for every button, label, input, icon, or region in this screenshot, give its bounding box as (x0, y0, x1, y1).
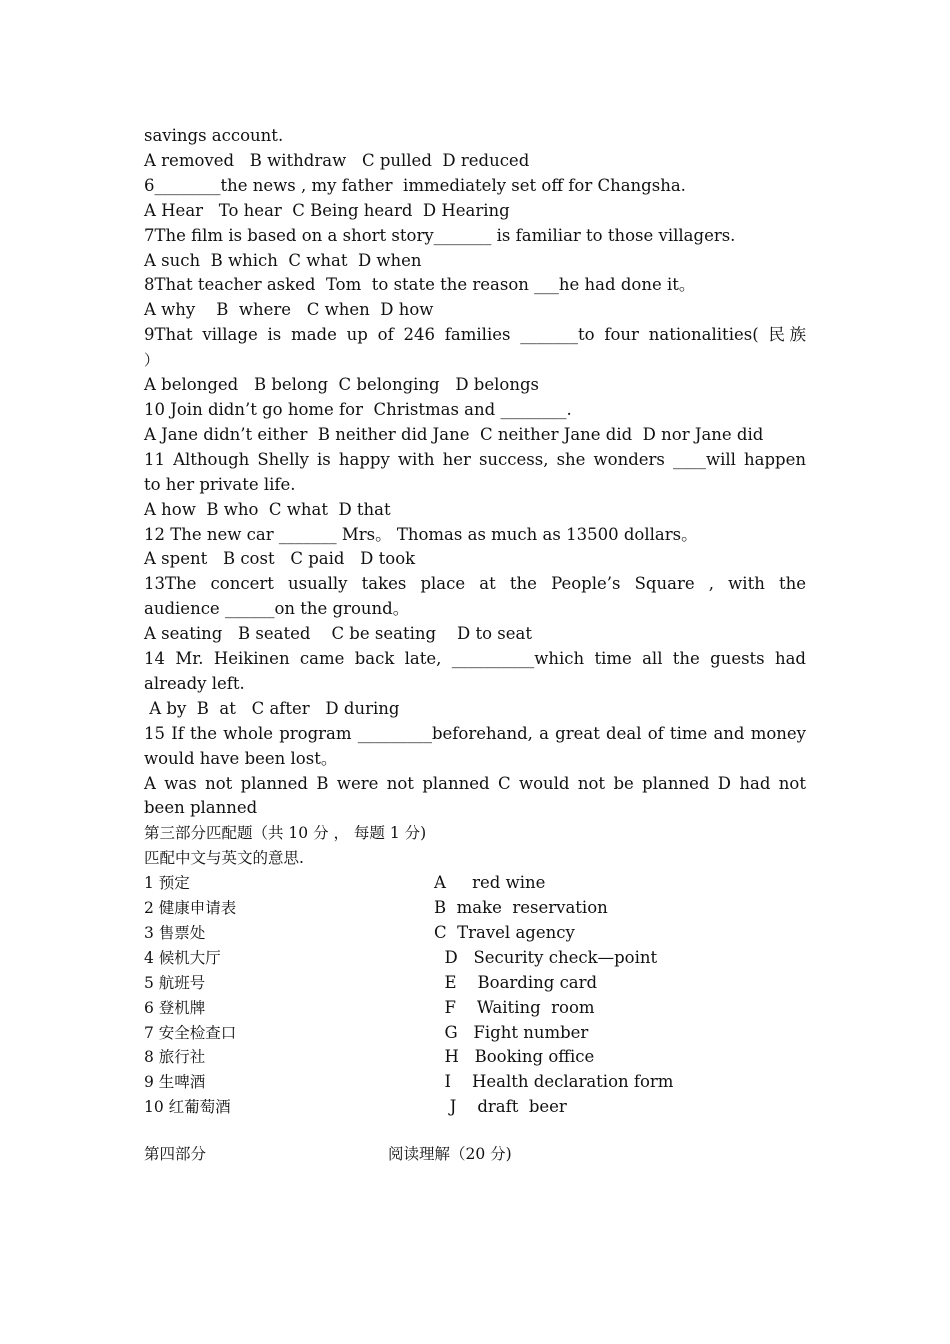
q7-options: A such B which C what D when (144, 250, 422, 270)
match-row (144, 996, 806, 1021)
part4-label: 第四部分 (144, 1145, 207, 1164)
match-left: 9 生啤酒 (144, 1073, 206, 1092)
q14-stem: 14 Mr. Heikinen came back late, __________which time all the guests had (144, 649, 806, 669)
q10-stem: 10 Join didn’t go home for Christmas and ________. (144, 399, 572, 419)
q15-stem: 15 If the whole program _________beforehand, a great deal of time and money (144, 723, 806, 743)
match-right: D Security check—point (434, 947, 658, 967)
part3-instruction: 匹配中文与英文的意思. (144, 849, 304, 868)
part4-title: 阅读理解（20 分) (388, 1145, 512, 1164)
match-row (144, 946, 806, 971)
match-row (144, 1021, 806, 1046)
match-left: 4 候机大厅 (144, 948, 221, 967)
match-left: 5 航班号 (144, 973, 206, 992)
matching-table (144, 871, 806, 1120)
q6-stem: 6________the news , my father immediately set off for Changsha. (144, 175, 686, 195)
match-row (144, 871, 806, 896)
match-right: C Travel agency (434, 922, 575, 942)
q8-options: A why B where C when D how (144, 300, 434, 320)
part4-heading (144, 1142, 806, 1167)
match-row (144, 1095, 806, 1120)
q15-options: A was not planned B were not planned C would not be planned D had not (144, 773, 806, 793)
match-left: 10 红葡萄酒 (144, 1098, 231, 1117)
match-right: A red wine (434, 873, 546, 893)
match-right: J draft beer (434, 1097, 567, 1117)
match-left: 7 安全检查口 (144, 1023, 237, 1042)
q6-options: A Hear To hear C Being heard D Hearing (144, 200, 510, 220)
match-right: F Waiting room (434, 997, 595, 1017)
match-right: H Booking office (434, 1047, 595, 1067)
match-row (144, 896, 806, 921)
q5-options: A removed B withdraw C pulled D reduced (144, 150, 530, 170)
q15-stem-cont: would have been lost。 (144, 748, 338, 768)
intro-line: savings account. (144, 126, 284, 145)
q14-stem-cont: already left. (144, 673, 245, 693)
match-row (144, 1070, 806, 1095)
q12-stem: 12 The new car _______ Mrs。 Thomas as much as 13500 dollars。 (144, 524, 698, 544)
q9-stem-cont: ） (144, 351, 160, 370)
match-right: G Fight number (434, 1022, 589, 1042)
q11-stem-cont: to her private life. (144, 474, 296, 494)
match-left: 2 健康申请表 (144, 899, 237, 918)
match-left: 3 售票处 (144, 923, 206, 942)
q9-stem: 9That village is made up of 246 families _______to four nationalities( 民族 (144, 325, 806, 345)
match-left: 6 登机牌 (144, 998, 206, 1017)
q8-stem: 8That teacher asked Tom to state the reason ___he had done it。 (144, 275, 696, 295)
q12-options: A spent B cost C paid D took (144, 549, 416, 569)
q13-stem-cont: audience ______on the ground。 (144, 599, 410, 619)
match-row (144, 921, 806, 946)
match-right: E Boarding card (434, 972, 598, 992)
q11-stem: 11 Although Shelly is happy with her success, she wonders ____will happen (144, 449, 806, 469)
part3-title: 第三部分匹配题（共 10 分 ， 每题 1 分) (144, 824, 427, 843)
match-left: 8 旅行社 (144, 1048, 206, 1067)
q9-options: A belonged B belong C belonging D belongs (144, 375, 540, 395)
match-right: B make reservation (434, 898, 608, 918)
q13-stem: 13The concert usually takes place at the People’s Square , with the (144, 574, 806, 594)
q13-options: A seating B seated C be seating D to seat (144, 624, 533, 644)
document-page (144, 124, 806, 1167)
q15-options-cont: been planned (144, 798, 258, 818)
match-row (144, 971, 806, 996)
q10-options: A Jane didn’t either B neither did Jane C neither Jane did D nor Jane did (144, 424, 764, 444)
q7-stem: 7The film is based on a short story_______ is familiar to those villagers. (144, 225, 736, 245)
match-right: I Health declaration form (434, 1072, 674, 1092)
q11-options: A how B who C what D that (144, 499, 391, 519)
match-row (144, 1045, 806, 1070)
q14-options: A by B at C after D during (144, 698, 400, 718)
match-left: 1 预定 (144, 874, 190, 893)
